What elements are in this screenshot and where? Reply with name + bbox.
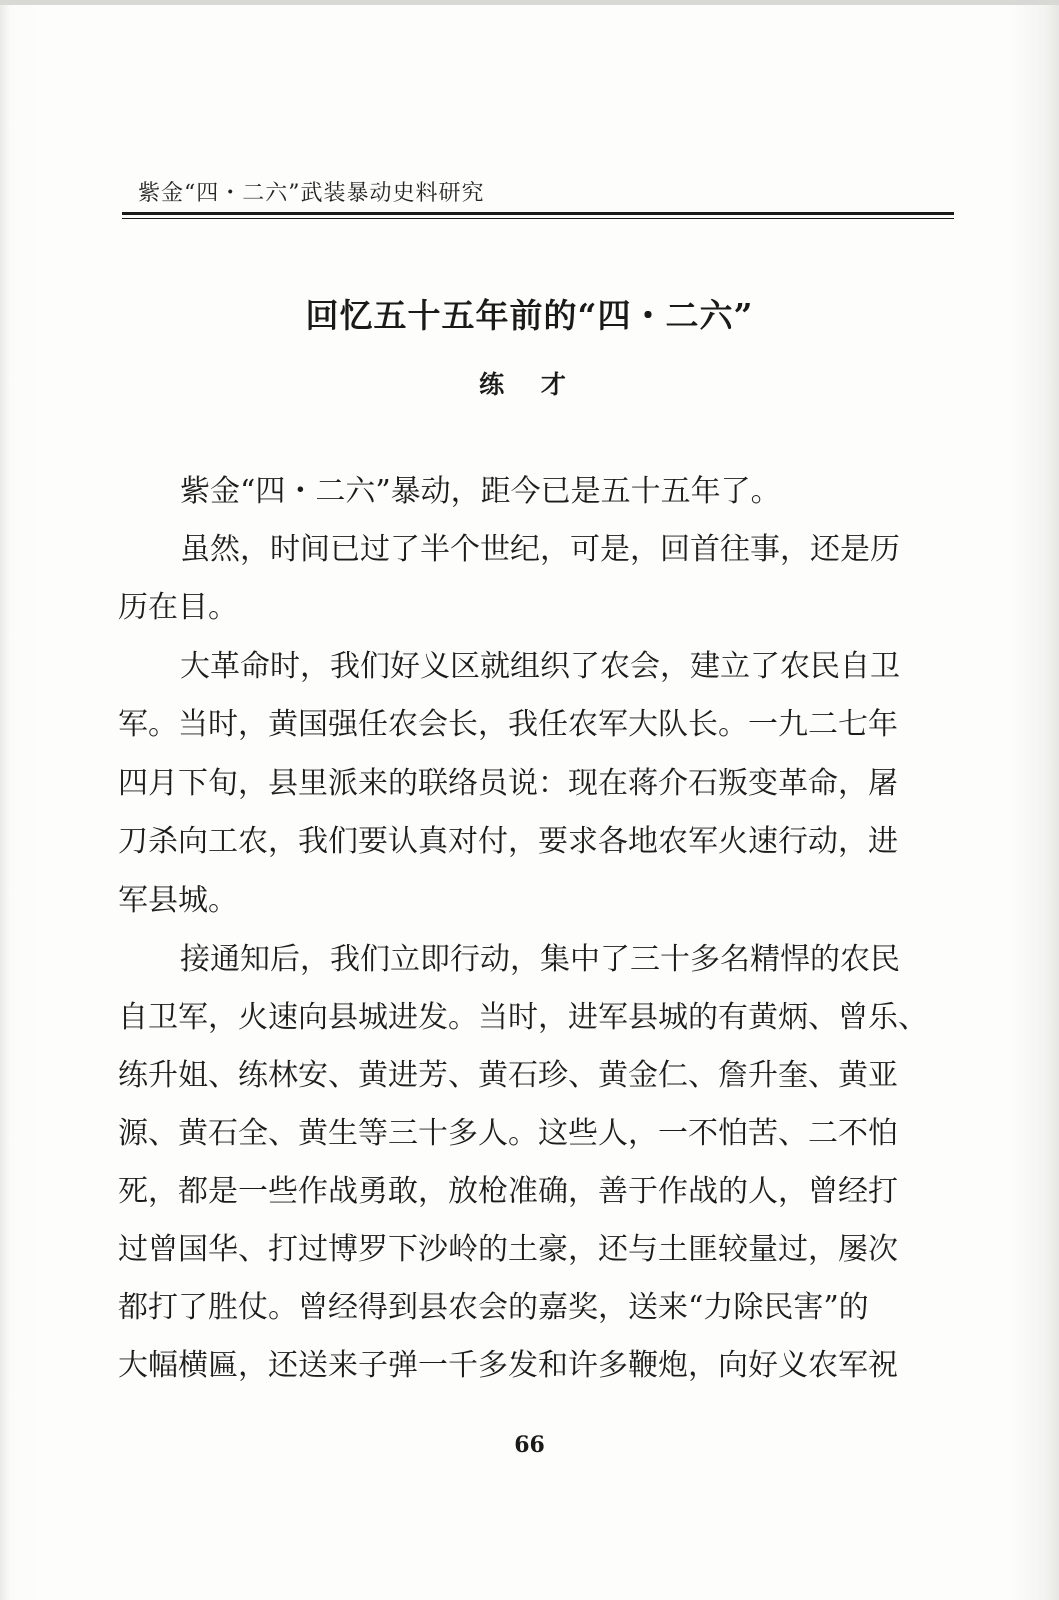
body-line: 历在目。 [118,590,238,625]
article-title: 回忆五十五年前的“四・二六” [305,296,754,335]
body-line: 军县城。 [118,883,238,918]
body-line: 军。当时，黄国强任农会长，我任农军大队长。一九二七年 [118,707,898,742]
body-line: 练升姐、练林安、黄进芳、黄石珍、黄金仁、詹升奎、黄亚 [118,1058,898,1093]
header-rule-thin [122,218,954,219]
body-line: 大幅横匾，还送来子弹一千多发和许多鞭炮，向好义农军祝 [118,1348,898,1383]
body-line: 紫金“四・二六”暴动，距今已是五十五年了。 [180,474,781,509]
body-line: 接通知后，我们立即行动，集中了三十多名精悍的农民 [180,942,900,977]
body-line: 虽然，时间已过了半个世纪，可是，回首往事，还是历 [180,532,900,567]
scan-top-edge [0,0,1059,5]
body-line: 源、黄石全、黄生等三十多人。这些人，一不怕苦、二不怕 [118,1116,898,1151]
body-line: 过曾国华、打过博罗下沙岭的土豪，还与土匪较量过，屡次 [118,1232,898,1267]
page-number: 66 [514,1432,545,1458]
body-line: 大革命时，我们好义区就组织了农会，建立了农民自卫 [180,649,900,684]
body-line: 都打了胜仗。曾经得到县农会的嘉奖，送来“力除民害”的 [118,1290,869,1325]
body-line: 四月下旬，县里派来的联络员说：现在蒋介石叛变革命，屠 [118,766,898,801]
body-line: 自卫军，火速向县城进发。当时，进军县城的有黄炳、曾乐、 [118,1000,928,1035]
running-header: 紫金“四・二六”武装暴动史料研究 [138,181,485,206]
header-rule-thick [122,212,954,215]
body-line: 刀杀向工农，我们要认真对付，要求各地农军火速行动，进 [118,824,898,859]
article-author: 练 才 [479,370,580,399]
body-line: 死，都是一些作战勇敢，放枪准确，善于作战的人，曾经打 [118,1174,898,1209]
